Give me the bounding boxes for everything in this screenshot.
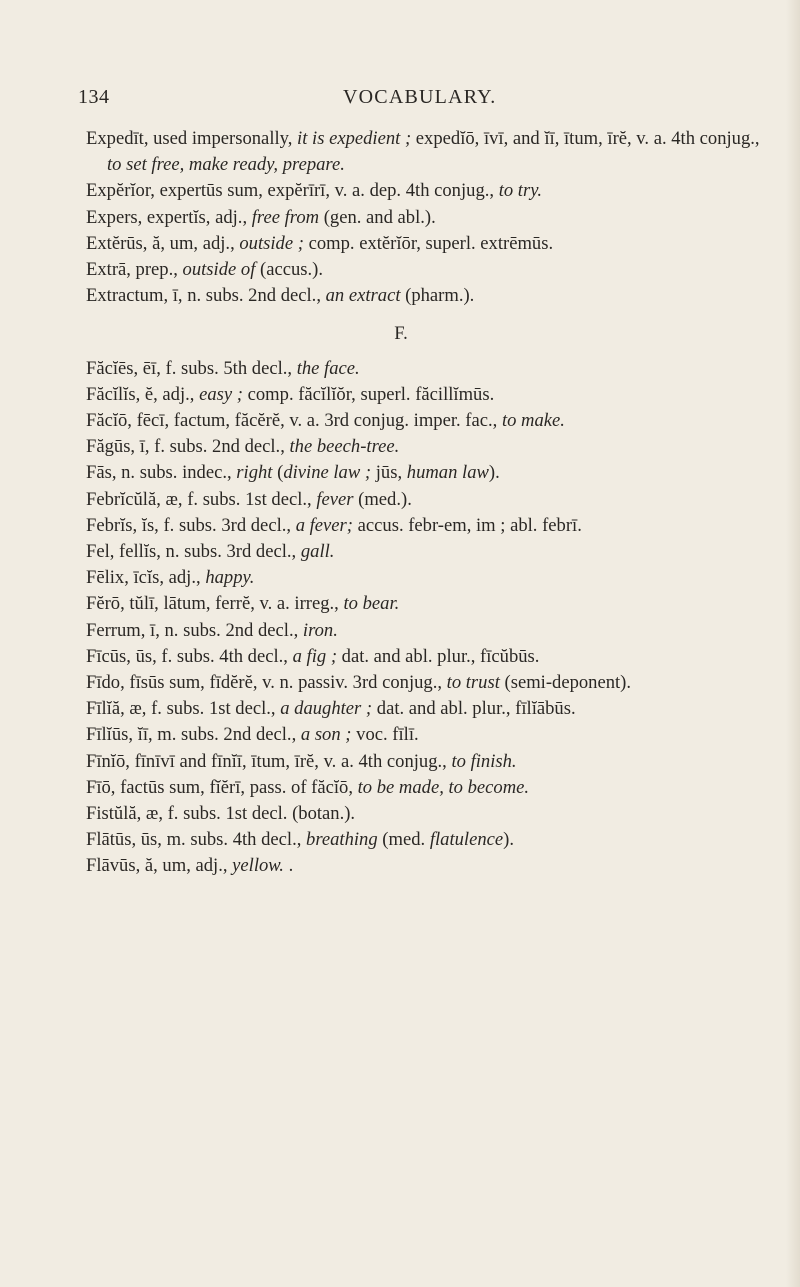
entry-definition: right (236, 462, 273, 484)
entry-text: Extĕrūs, ă, um, adj., (86, 232, 240, 254)
vocabulary-entry (86, 670, 776, 696)
vocabulary-content (86, 126, 776, 880)
vocabulary-entry (86, 513, 776, 539)
vocabulary-entry (86, 178, 776, 204)
vocabulary-entry (86, 408, 776, 434)
entry-text: (semi-deponent). (499, 672, 632, 694)
entry-definition: outside ; (239, 232, 304, 254)
entry-text: accus. febr-em, im ; abl. febrī. (353, 514, 582, 536)
entry-text: (pharm.). (400, 285, 475, 307)
entry-text: dat. and abl. plur., fīcŭbūs. (337, 645, 540, 667)
entry-text: Făcĭlĭs, ĕ, adj., (86, 383, 200, 405)
entry-definition: a son ; (300, 724, 352, 746)
entry-text: Făcĭēs, ēī, f. subs. 5th decl., (86, 357, 297, 379)
entry-text: Fīdo, fīsūs sum, fīdĕrĕ, v. n. passiv. 3rd conjug., (86, 672, 447, 694)
entry-text: Fistŭlă, æ, f. subs. 1st decl. (botan.). (86, 803, 356, 825)
vocabulary-entry (86, 775, 776, 801)
entry-definition: human law (406, 462, 489, 484)
entry-definition: to finish. (451, 750, 517, 772)
entry-text: Febrĭcŭlă, æ, f. subs. 1st decl., (86, 488, 317, 510)
entry-text: comp. extĕrĭōr, superl. extrēmūs. (303, 232, 554, 254)
entry-text: . (283, 855, 294, 877)
vocabulary-entry (86, 283, 776, 309)
entry-definition: breathing (306, 829, 378, 851)
entry-definition: yellow. (232, 855, 284, 877)
entry-text: Febrĭs, ĭs, f. subs. 3rd decl., (86, 514, 296, 536)
entry-definition: it is expedient ; (297, 128, 412, 149)
entry-definition: fever (316, 488, 354, 510)
entry-text: Fīlĭă, æ, f. subs. 1st decl., (86, 698, 281, 720)
entry-text: Fĕrō, tŭlī, lātum, ferrĕ, v. a. irreg., (86, 593, 344, 615)
entry-text: Făcĭō, fēcī, factum, făcĕrĕ, v. a. 3rd conjug. imper. fac., (86, 410, 502, 432)
entry-definition: flatulence (429, 829, 504, 851)
vocabulary-entry (86, 618, 776, 644)
entry-text: Fīlĭūs, ĭī, m. subs. 2nd decl., (86, 724, 301, 746)
vocabulary-entry (86, 644, 776, 670)
vocabulary-entry (86, 749, 776, 775)
vocabulary-entry (86, 565, 776, 591)
entry-text: Expedīt, used impersonally, (86, 128, 298, 149)
section-letter: F. (394, 323, 408, 345)
entry-text: Flāvūs, ă, um, adj., (86, 855, 233, 877)
entry-text: comp. făcĭlĭŏr, superl. făcillĭmūs. (242, 383, 495, 405)
vocabulary-entry (86, 205, 776, 231)
entry-definition: gall. (300, 541, 335, 563)
entry-text: Fel, fellĭs, n. subs. 3rd decl., (86, 541, 301, 563)
vocabulary-entry (86, 827, 776, 853)
entry-definition: iron. (302, 619, 338, 641)
entry-text: Extractum, ī, n. subs. 2nd decl., (86, 285, 326, 307)
entry-definition: free from (251, 206, 320, 228)
entry-text: Fēlix, īcĭs, adj., (86, 567, 206, 589)
entry-definition: a fig ; (292, 645, 338, 667)
vocabulary-entry (86, 126, 776, 178)
entry-text: Fīcūs, ūs, f. subs. 4th decl., (86, 645, 293, 667)
entry-definition: a fever; (295, 514, 353, 536)
entry-text: Flātūs, ūs, m. subs. 4th decl., (86, 829, 307, 851)
entry-text: Fās, n. subs. indec., (86, 462, 237, 484)
vocabulary-entry (86, 539, 776, 565)
entry-text: (med. (377, 829, 430, 851)
entry-definition: a daughter ; (280, 698, 373, 720)
running-title: VOCABULARY. (343, 86, 497, 108)
entry-text: ). (488, 462, 500, 484)
vocabulary-entry (86, 382, 776, 408)
entry-text: Ferrum, ī, n. subs. 2nd decl., (86, 619, 303, 641)
entry-definition: divine law ; (283, 462, 372, 484)
entry-list-e (86, 126, 776, 309)
vocabulary-entry (86, 801, 776, 827)
entry-list-f (86, 356, 776, 880)
entry-definition: easy ; (199, 383, 243, 405)
entry-definition: to trust (446, 672, 500, 694)
entry-text: (gen. and abl.). (319, 206, 436, 228)
entry-text: voc. fīlī. (351, 724, 419, 746)
entry-text: Făgūs, ī, f. subs. 2nd decl., (86, 436, 290, 458)
vocabulary-entry (86, 853, 776, 879)
page-number: 134 (78, 86, 110, 108)
entry-text: (accus.). (255, 259, 323, 281)
vocabulary-entry (86, 487, 776, 513)
entry-definition: the beech-tree. (289, 436, 400, 458)
entry-definition: outside of (182, 259, 256, 281)
entry-definition: to set free, make ready, prepare. (107, 154, 345, 176)
vocabulary-entry (86, 434, 776, 460)
vocabulary-entry (86, 356, 776, 382)
entry-definition: the face. (296, 357, 360, 379)
entry-definition: to make. (501, 410, 565, 432)
page-edge-shadow (786, 0, 800, 1287)
entry-definition: to try. (498, 180, 543, 202)
vocabulary-entry (86, 722, 776, 748)
entry-text: jūs, (371, 462, 407, 484)
entry-text: Fīnĭō, fīnīvī and fīnĭī, ītum, īrĕ, v. a. 4th conjug., (86, 750, 452, 772)
entry-text: (med.). (353, 488, 412, 510)
entry-definition: to be made, to become. (357, 776, 530, 798)
entry-text: Expers, expertĭs, adj., (86, 206, 252, 228)
vocabulary-entry (86, 460, 776, 486)
entry-definition: to bear. (343, 593, 400, 615)
entry-text: Extrā, prep., (86, 259, 183, 281)
entry-text: ( (272, 462, 284, 484)
entry-definition: happy. (205, 567, 255, 589)
entry-text: dat. and abl. plur., fīlĭābūs. (372, 698, 576, 720)
entry-text: expedĭō, īvī, and ĭī, ītum, īrĕ, v. a. 4th conjug., (411, 128, 760, 149)
entry-text: ). (503, 829, 514, 851)
entry-text: Fīō, factūs sum, fĭĕrī, pass. of făcĭō, (86, 776, 358, 798)
entry-text: Expĕrĭor, expertūs sum, expĕrīrī, v. a. dep. 4th conjug., (86, 180, 499, 202)
vocabulary-entry (86, 696, 776, 722)
vocabulary-entry (86, 591, 776, 617)
vocabulary-entry (86, 231, 776, 257)
entry-definition: an extract (325, 285, 401, 307)
vocabulary-entry (86, 257, 776, 283)
